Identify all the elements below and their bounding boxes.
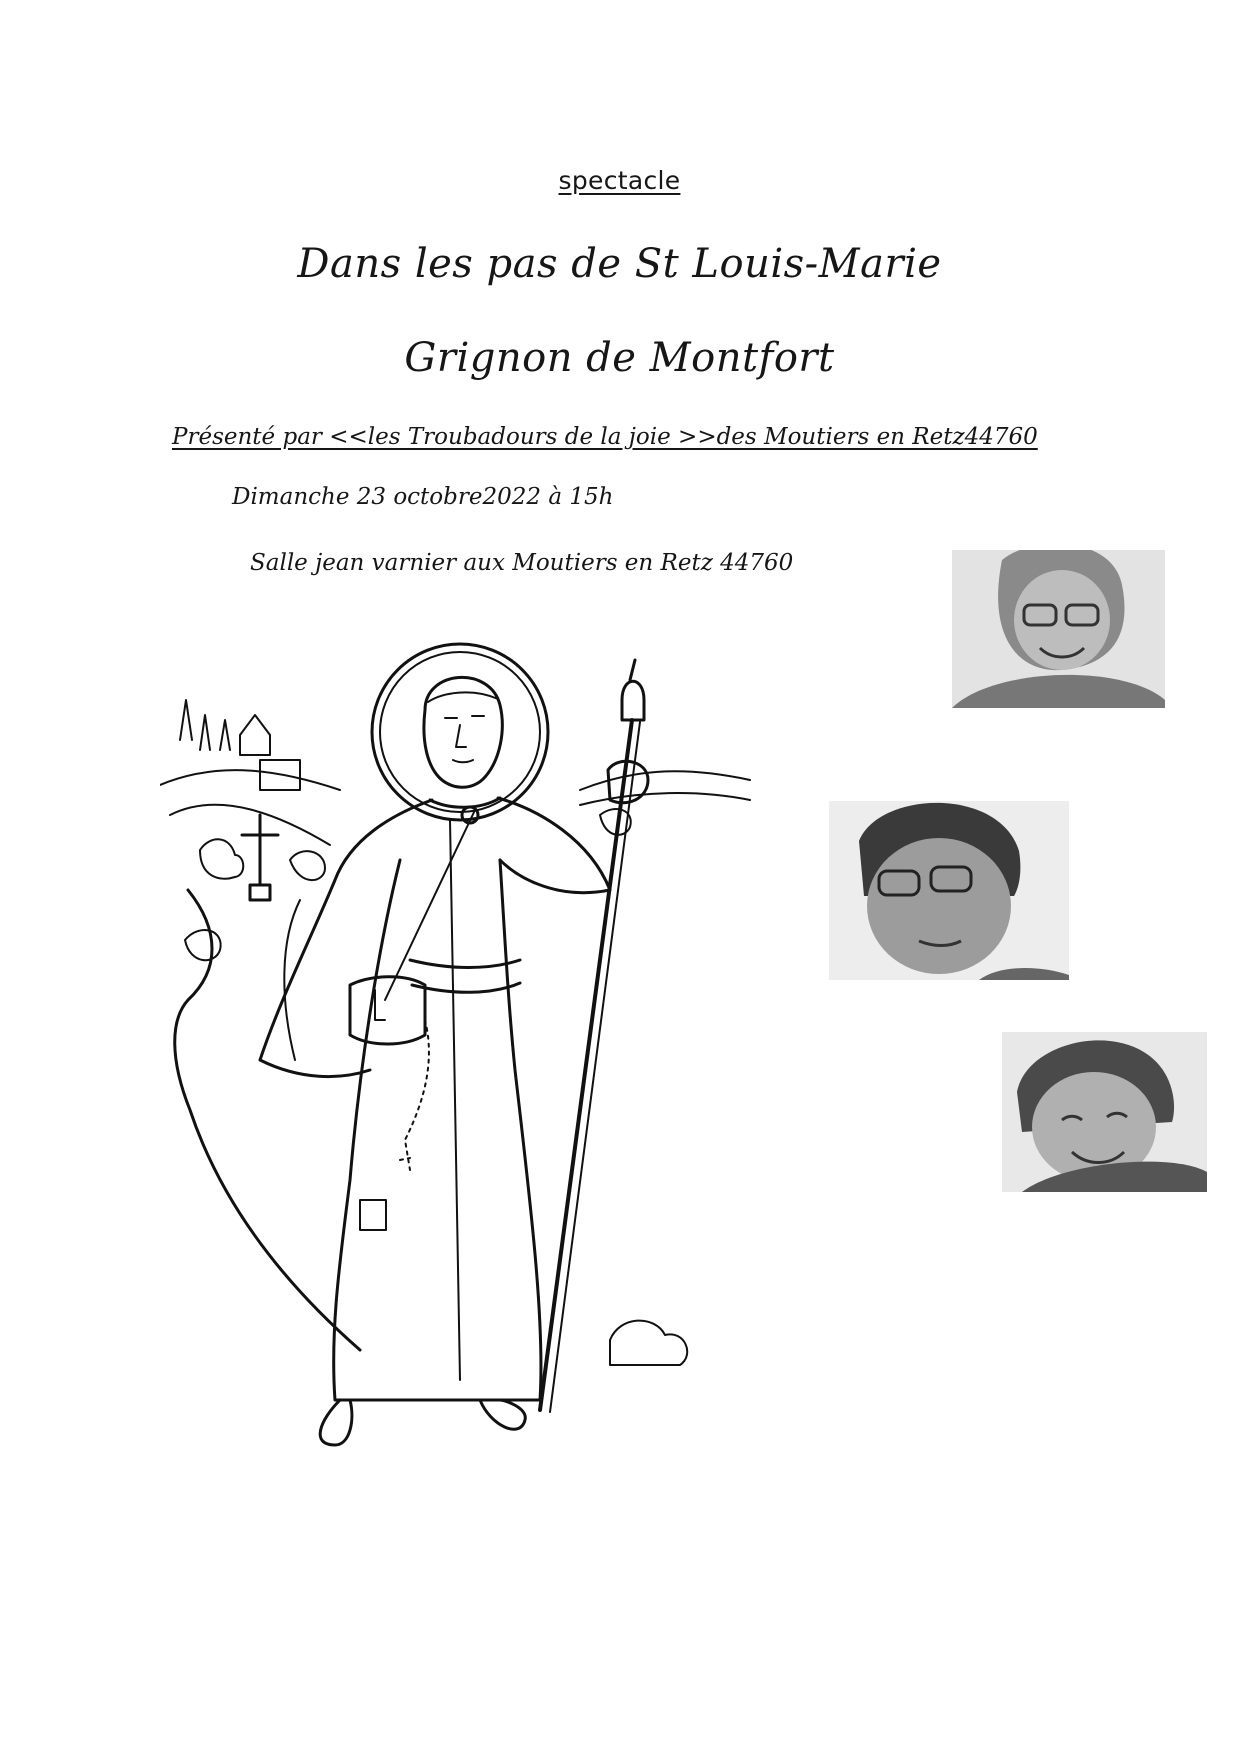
event-venue: Salle jean varnier aux Moutiers en Retz 44760 [250,550,794,576]
person-with-glasses-photo [829,801,1069,980]
title-line-2: Grignon de Montfort [404,335,835,381]
presented-by-line: Présenté par <<les Troubadours de la joie >>des Moutiers en Retz44760 [172,424,1038,450]
smiling-person-photo [1002,1032,1207,1192]
eyebrow-label: spectacle [558,166,681,195]
event-date: Dimanche 23 octobre2022 à 15h [232,484,614,510]
title-line-1: Dans les pas de St Louis-Marie [297,241,942,287]
smiling-person-with-glasses-photo [952,550,1165,708]
saint-illustration [160,640,760,1460]
